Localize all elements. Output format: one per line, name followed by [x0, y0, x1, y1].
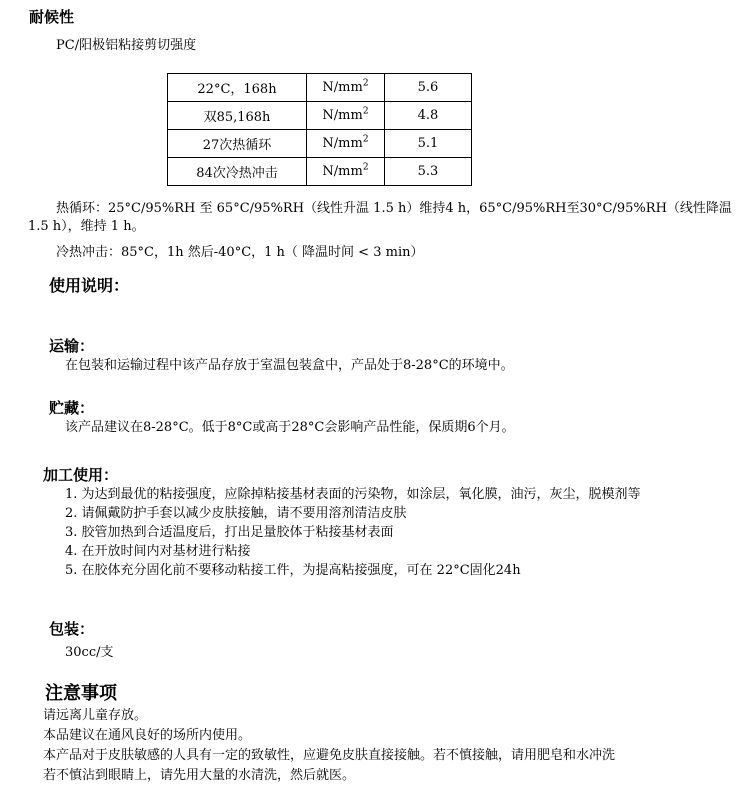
- shear-strength-table: [167, 73, 472, 186]
- table-row: [168, 102, 472, 130]
- notice-line: 本产品对于皮肤敏感的人具有一定的致敏性，应避免皮肤直接接触。若不慎接触，请用肥皂和水冲洗: [43, 748, 616, 763]
- table-row: [168, 158, 472, 186]
- notice-line: 本品建议在通风良好的场所内使用。: [43, 728, 252, 743]
- table-cell-unit: $N/mm^2$: [307, 102, 385, 130]
- packaging-text: 30cc/支: [65, 645, 114, 660]
- table-cell-value: 4.8: [385, 102, 472, 130]
- notice-heading: 注意事项: [45, 683, 117, 704]
- table-row: [168, 74, 472, 102]
- thermal-cycle-text-cont: 1.5 h），维持 1 h。: [28, 219, 145, 234]
- table-cell-condition: 84次冷热冲击: [168, 158, 307, 186]
- storage-text: 该产品建议在8-28°C。低于8°C或高于28°C会影响产品性能，保质期6个月。: [65, 420, 515, 435]
- weather-heading: 耐候性: [29, 8, 75, 26]
- storage-heading: 贮藏：: [49, 399, 95, 417]
- table-cell-unit: $N/mm^2$: [307, 158, 385, 186]
- list-item: 4. 在开放时间内对基材进行粘接: [65, 544, 251, 559]
- table-cell-unit: $N/mm^2$: [307, 130, 385, 158]
- table-cell-unit: $N/mm^2$: [307, 74, 385, 102]
- table-cell-condition: 22°C，168h: [168, 74, 307, 102]
- packaging-heading: 包装：: [49, 620, 95, 638]
- table-cell-condition: 27次热循环: [168, 130, 307, 158]
- weather-subtitle: PC/阳极铝粘接剪切强度: [56, 38, 197, 53]
- thermal-shock-text: 冷热冲击：85°C，1h 然后-40°C，1 h（ 降温时间 < 3 min）: [56, 245, 424, 260]
- notice-line: 请远离儿童存放。: [43, 708, 148, 723]
- transport-heading: 运输：: [49, 337, 95, 355]
- list-item: 3. 胶管加热到合适温度后，打出足量胶体于粘接基材表面: [65, 525, 394, 540]
- table-cell-value: 5.6: [385, 74, 472, 102]
- table-row: [168, 130, 472, 158]
- thermal-cycle-text: 热循环：25°C/95%RH 至 65°C/95%RH（线性升温 1.5 h）维持4 h，65°C/95%RH至30°C/95%RH（线性降温: [56, 201, 732, 216]
- table-cell-condition: 双85,168h: [168, 102, 307, 130]
- list-item: 2. 请佩戴防护手套以减少皮肤接触，请不要用溶剂清洁皮肤: [65, 506, 407, 521]
- processing-heading: 加工使用：: [43, 466, 119, 484]
- usage-heading: 使用说明：: [49, 276, 130, 295]
- table-cell-value: 5.3: [385, 158, 472, 186]
- list-item: 1. 为达到最优的粘接强度，应除掉粘接基材表面的污染物，如涂层，氧化膜，油污，灰尘，脱模剂等: [65, 487, 641, 502]
- notice-line: 若不慎沾到眼睛上，请先用大量的水清洗，然后就医。: [43, 768, 356, 783]
- table-cell-value: 5.1: [385, 130, 472, 158]
- transport-text: 在包装和运输过程中该产品存放于室温包装盒中，产品处于8-28°C的环境中。: [65, 358, 514, 373]
- list-item: 5. 在胶体充分固化前不要移动粘接工件，为提高粘接强度，可在 22°C固化24h: [65, 563, 521, 578]
